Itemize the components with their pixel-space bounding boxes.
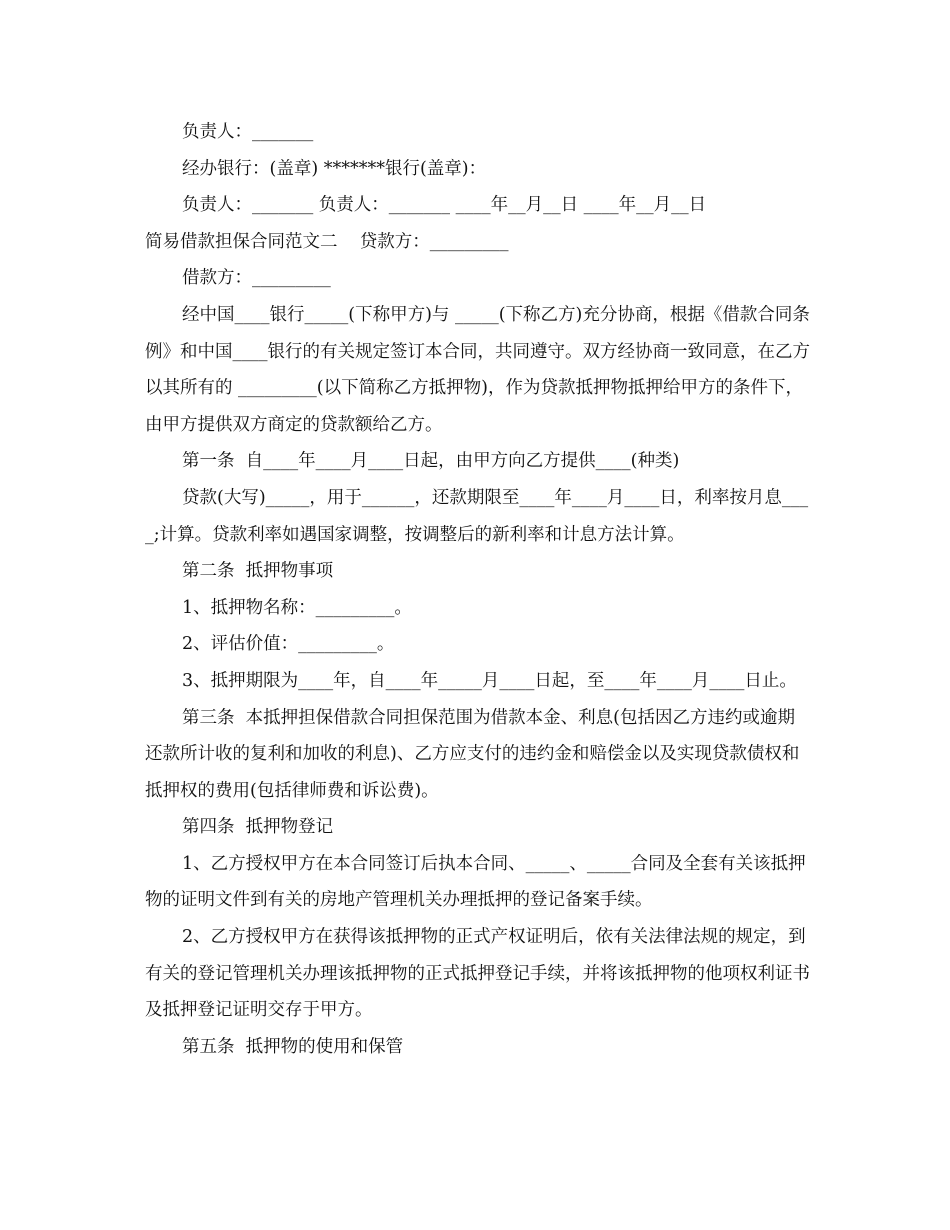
registration-item-1: 1、乙方授权甲方在本合同签订后执本合同、_____、_____合同及全套有关该抵押物的证明文件到有关的房地产管理机关办理抵押的登记备案手续。 xyxy=(145,853,806,911)
responsible-person-line: 负责人：_______ xyxy=(182,122,314,142)
section-title-lender-line: 简易借款担保合同范文二 贷款方：_________ xyxy=(145,231,509,252)
appraised-value-item: 2、评估价值：_________。 xyxy=(182,634,395,655)
preamble-paragraph: 经中国____银行_____(下称甲方)与 _____(下称乙方)充分协商，根据《借款合同条例》和中国____银行的有关规定签订本合同，共同遵守。双方经协商一致同意，在乙方以其所有的 _________(以下简称乙方抵押物)，作为贷款抵押物抵押给甲方的条件下，由甲方提供双方商定的贷款额给乙方。 xyxy=(145,304,810,435)
mortgage-term-item: 3、抵押期限为____年，自____年_____月____日起，至____年____月____日止。 xyxy=(182,670,797,691)
article-1-body: 贷款(大写)_____，用于______，还款期限至____年____月____日，利率按月息____;计算。贷款利率如遇国家调整，按调整后的新利率和计息方法计算。 xyxy=(145,487,809,545)
article-3-paragraph: 第三条 本抵押担保借款合同担保范围为借款本金、利息(包括因乙方违约或逾期还款所计收的复利和加收的利息)、乙方应支付的违约金和赔偿金以及实现贷款债权和抵押权的费用(包括律师费和诉讼费)。 xyxy=(145,707,800,801)
handling-bank-line: 经办银行：(盖章) *******银行(盖章)： xyxy=(182,158,487,179)
registration-item-2: 2、乙方授权甲方在获得该抵押物的正式产权证明后，依有关法律法规的规定，到有关的登记管理机关办理该抵押物的正式抵押登记手续，并将该抵押物的他项权利证书及抵押登记证明交存于甲方。 xyxy=(145,927,810,1021)
article-4-heading: 第四条 抵押物登记 xyxy=(182,817,334,838)
article-1-heading: 第一条 自____年____月____日起，由甲方向乙方提供____(种类) xyxy=(182,451,680,472)
signature-date-line: 负责人：_______ 负责人：_______ ____年__月__日 ____年__月__日 xyxy=(182,195,707,216)
borrower-line: 借款方：_________ xyxy=(182,268,331,289)
document-body xyxy=(145,114,810,1065)
collateral-name-item: 1、抵押物名称：_________。 xyxy=(182,597,412,618)
article-2-heading: 第二条 抵押物事项 xyxy=(182,561,334,582)
article-5-heading: 第五条 抵押物的使用和保管 xyxy=(182,1036,404,1057)
